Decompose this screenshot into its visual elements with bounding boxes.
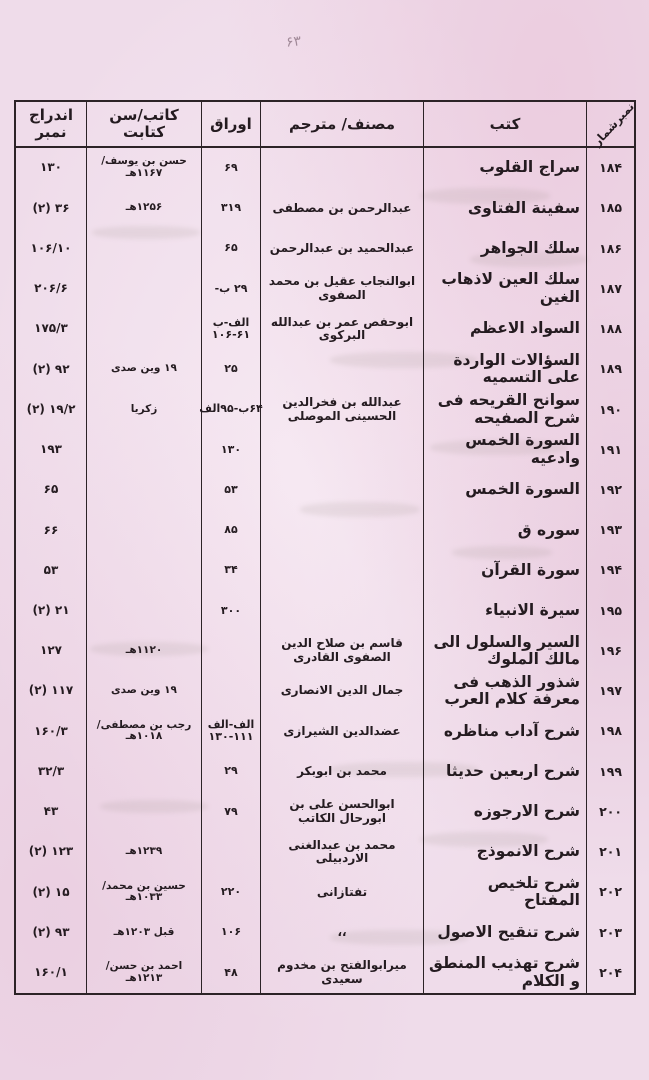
- book-title-cell: سراج القلوب: [423, 148, 586, 188]
- entry-number-cell: ۱۱۷ (۲): [28, 683, 74, 698]
- book-title-cell: سوانح القريحه فى شرح الصفيحه: [423, 389, 586, 429]
- scribe-year-cell: قبل ۱۲۰۳هـ: [86, 912, 201, 952]
- table-row: [16, 148, 634, 188]
- page-number: ۶۳: [285, 33, 302, 51]
- table-row: [16, 349, 634, 389]
- folios-cell: ۲۹: [201, 752, 260, 792]
- author-cell: [260, 148, 423, 188]
- entry-number-cell: ۲۰۶/۶: [34, 281, 68, 296]
- scribe-year-cell: [86, 752, 201, 792]
- folios-cell: ۲۵: [201, 349, 260, 389]
- author-cell: عضدالدين الشيرازى: [260, 711, 423, 751]
- author-cell: ابوالنجاب عقيل بن محمد الصفوى: [260, 269, 423, 309]
- book-title-cell: السواد الاعظم: [423, 309, 586, 349]
- table-row: [16, 510, 634, 550]
- book-title-cell: سورة القرآن: [423, 550, 586, 590]
- entry-number-cell: ۲۱ (۲): [32, 602, 70, 617]
- scribe-year-cell: [86, 510, 201, 550]
- entry-number-cell: ۱۶۰/۱: [34, 965, 68, 980]
- serial-number-cell: ۱۸۷: [586, 269, 634, 309]
- book-title-cell: شرح الانموذج: [423, 832, 586, 872]
- author-cell: قاسم بن صلاح الدين الصفوى القادرى: [260, 631, 423, 671]
- table-row: [16, 389, 634, 429]
- book-title-cell: شرح تهذيب المنطق و الكلام: [423, 953, 586, 993]
- folios-cell: الف-الف ۱۱۱-۱۳۰: [201, 711, 260, 751]
- table-row: [16, 269, 634, 309]
- table-row: [16, 228, 634, 268]
- scribe-year-cell: حسين بن محمد/ ۱۰۳۳هـ: [86, 872, 201, 912]
- serial-number-cell: ۱۸۴: [586, 148, 634, 188]
- book-title-cell: السورة الخمس وادعيه: [423, 430, 586, 470]
- scribe-year-cell: زكريا: [86, 389, 201, 429]
- entry-number-cell: ۱۲۳ (۲): [28, 844, 74, 859]
- serial-number-cell: ۲۰۰: [586, 792, 634, 832]
- entry-number-cell: ۳۲/۳: [37, 763, 65, 778]
- author-cell: محمد بن ابوبكر: [260, 752, 423, 792]
- entry-number-cell: ۶۵: [43, 482, 59, 497]
- author-cell: [260, 510, 423, 550]
- scribe-year-cell: [86, 269, 201, 309]
- serial-number-cell: ۱۸۵: [586, 188, 634, 228]
- book-title-cell: شرح تلخيص المفتاح: [423, 872, 586, 912]
- scribe-year-cell: ۱۹ وين صدى: [86, 671, 201, 711]
- book-title-cell: السير والسلول الى مالك الملوك: [423, 631, 586, 671]
- scribe-year-cell: [86, 309, 201, 349]
- table-body: [16, 148, 634, 993]
- table-row: [16, 752, 634, 792]
- author-cell: [260, 349, 423, 389]
- table-row: [16, 550, 634, 590]
- entry-number-cell: ۱۵ (۲): [32, 884, 70, 899]
- table-row: [16, 953, 634, 993]
- folios-cell: ۸۵: [201, 510, 260, 550]
- entry-number-cell: ۴۳: [43, 804, 59, 819]
- folios-cell: ۱۳۰: [201, 430, 260, 470]
- manuscript-catalog-table: [14, 100, 636, 995]
- entry-number-cell: ۱۷۵/۳: [34, 321, 68, 336]
- entry-number-cell: ۱۰۶/۱۰: [30, 240, 72, 255]
- table-row: [16, 591, 634, 631]
- book-title-cell: شذور الذهب فى معرفة كلام العرب: [423, 671, 586, 711]
- scribe-year-cell: [86, 550, 201, 590]
- header-scribe-year: كاتب/سن كتابت: [86, 102, 201, 146]
- header-books: كتب: [423, 102, 586, 146]
- folios-cell: [201, 671, 260, 711]
- book-title-cell: شرح الارجوزه: [423, 792, 586, 832]
- serial-number-cell: ۱۹۹: [586, 752, 634, 792]
- book-title-cell: سفينة الفتاوى: [423, 188, 586, 228]
- folios-cell: ۶۹: [201, 148, 260, 188]
- serial-number-cell: ۲۰۴: [586, 953, 634, 993]
- author-cell: ميرابوالفتح بن مخدوم سعيدى: [260, 953, 423, 993]
- author-cell: ابوحفص عمر بن عبدالله البركوى: [260, 309, 423, 349]
- author-cell: تفتازانى: [260, 872, 423, 912]
- author-cell: [260, 550, 423, 590]
- folios-cell: ۱۰۶: [201, 912, 260, 952]
- author-cell: [260, 591, 423, 631]
- book-title-cell: السورة الخمس: [423, 470, 586, 510]
- entry-number-cell: ۹۳ (۲): [32, 924, 70, 939]
- table-row: [16, 188, 634, 228]
- author-cell: عبدالحميد بن عبدالرحمن: [260, 228, 423, 268]
- serial-number-cell: ۱۹۲: [586, 470, 634, 510]
- serial-number-cell: ۱۹۰: [586, 389, 634, 429]
- table-row: [16, 872, 634, 912]
- book-title-cell: شرح تنقيح الاصول: [423, 912, 586, 952]
- book-title-cell: السؤالات الواردة على التسميه: [423, 349, 586, 389]
- table-row: [16, 711, 634, 751]
- entry-number-cell: ۱۲۷: [40, 643, 62, 658]
- entry-number-cell: ۹۲ (۲): [32, 361, 70, 376]
- scribe-year-cell: ۱۱۲۰هـ: [86, 631, 201, 671]
- folios-cell: ۴۸: [201, 953, 260, 993]
- folios-cell: ۶۴ب-۹۵الف: [201, 389, 260, 429]
- scribe-year-cell: ۱۲۳۹هـ: [86, 832, 201, 872]
- entry-number-cell: ۱۳۰: [40, 160, 62, 175]
- serial-number-cell: ۱۸۹: [586, 349, 634, 389]
- entry-number-cell: ۵۳: [43, 562, 59, 577]
- folios-cell: ۶۵: [201, 228, 260, 268]
- folios-cell: الف-ب ۶۱-۱۰۶: [201, 309, 260, 349]
- book-title-cell: سلك العين لاذهاب الغين: [423, 269, 586, 309]
- folios-cell: [201, 832, 260, 872]
- header-author-translator: مصنف/ مترجم: [260, 102, 423, 146]
- book-title-cell: سيرة الانبياء: [423, 591, 586, 631]
- header-serial-number: نمبرشمار: [586, 102, 634, 146]
- serial-number-cell: ۱۹۳: [586, 510, 634, 550]
- book-title-cell: سوره ق: [423, 510, 586, 550]
- table-row: [16, 671, 634, 711]
- scribe-year-cell: ۱۹ وين صدى: [86, 349, 201, 389]
- folios-cell: ۳۰۰: [201, 591, 260, 631]
- table-row: [16, 912, 634, 952]
- serial-number-cell: ۲۰۳: [586, 912, 634, 952]
- serial-number-cell: ۱۸۸: [586, 309, 634, 349]
- table-row: [16, 631, 634, 671]
- scribe-year-cell: احمد بن حسن/ ۱۲۱۳هـ: [86, 953, 201, 993]
- entry-number-cell: ۱۹/۲ (۲): [26, 401, 76, 416]
- author-cell: جمال الدين الانصارى: [260, 671, 423, 711]
- table-row: [16, 792, 634, 832]
- table-row: [16, 309, 634, 349]
- scribe-year-cell: [86, 591, 201, 631]
- scribe-year-cell: [86, 228, 201, 268]
- entry-number-cell: ۱۹۳: [40, 442, 62, 457]
- book-title-cell: شرح آداب مناظره: [423, 711, 586, 751]
- scribe-year-cell: ۱۲۵۶هـ: [86, 188, 201, 228]
- serial-number-cell: ۲۰۲: [586, 872, 634, 912]
- folios-cell: [201, 631, 260, 671]
- serial-number-cell: ۱۸۶: [586, 228, 634, 268]
- scribe-year-cell: رجب بن مصطفى/ ۱۰۱۸هـ: [86, 711, 201, 751]
- table-row: [16, 470, 634, 510]
- author-cell: عبدالله بن فخرالدين الحسينى الموصلى: [260, 389, 423, 429]
- entry-number-cell: ۶۶: [43, 522, 59, 537]
- table-row: [16, 430, 634, 470]
- book-title-cell: شرح اربعين حديثا: [423, 752, 586, 792]
- book-title-cell: سلك الجواهر: [423, 228, 586, 268]
- entry-number-cell: ۱۶۰/۳: [34, 723, 68, 738]
- serial-number-cell: ۱۹۴: [586, 550, 634, 590]
- scribe-year-cell: [86, 470, 201, 510]
- table-row: [16, 832, 634, 872]
- serial-number-cell: ۱۹۶: [586, 631, 634, 671]
- author-cell: [260, 470, 423, 510]
- scribe-year-cell: حسن بن يوسف/ ۱۱۶۷هـ: [86, 148, 201, 188]
- serial-number-cell: ۱۹۵: [586, 591, 634, 631]
- author-cell: ابوالحسن على بن ابورحال الكاتب: [260, 792, 423, 832]
- header-folios: اوراق: [201, 102, 260, 146]
- folios-cell: ۷۹: [201, 792, 260, 832]
- serial-number-cell: ۱۹۷: [586, 671, 634, 711]
- header-entry-number: اندراج نمبر: [28, 106, 74, 141]
- folios-cell: ۲۹ ب-: [201, 269, 260, 309]
- author-cell: محمد بن عبدالغنى الاردبيلى: [260, 832, 423, 872]
- author-cell: ،،: [260, 912, 423, 952]
- folios-cell: ۳۱۹: [201, 188, 260, 228]
- scribe-year-cell: [86, 792, 201, 832]
- table-header-row: [16, 99, 637, 149]
- author-cell: عبدالرحمن بن مصطفى: [260, 188, 423, 228]
- folios-cell: ۵۳: [201, 470, 260, 510]
- serial-number-cell: ۲۰۱: [586, 832, 634, 872]
- scribe-year-cell: [86, 430, 201, 470]
- entry-number-cell: ۳۶ (۲): [32, 200, 70, 215]
- author-cell: [260, 430, 423, 470]
- serial-number-cell: ۱۹۱: [586, 430, 634, 470]
- serial-number-cell: ۱۹۸: [586, 711, 634, 751]
- folios-cell: ۲۲۰: [201, 872, 260, 912]
- folios-cell: ۳۴: [201, 550, 260, 590]
